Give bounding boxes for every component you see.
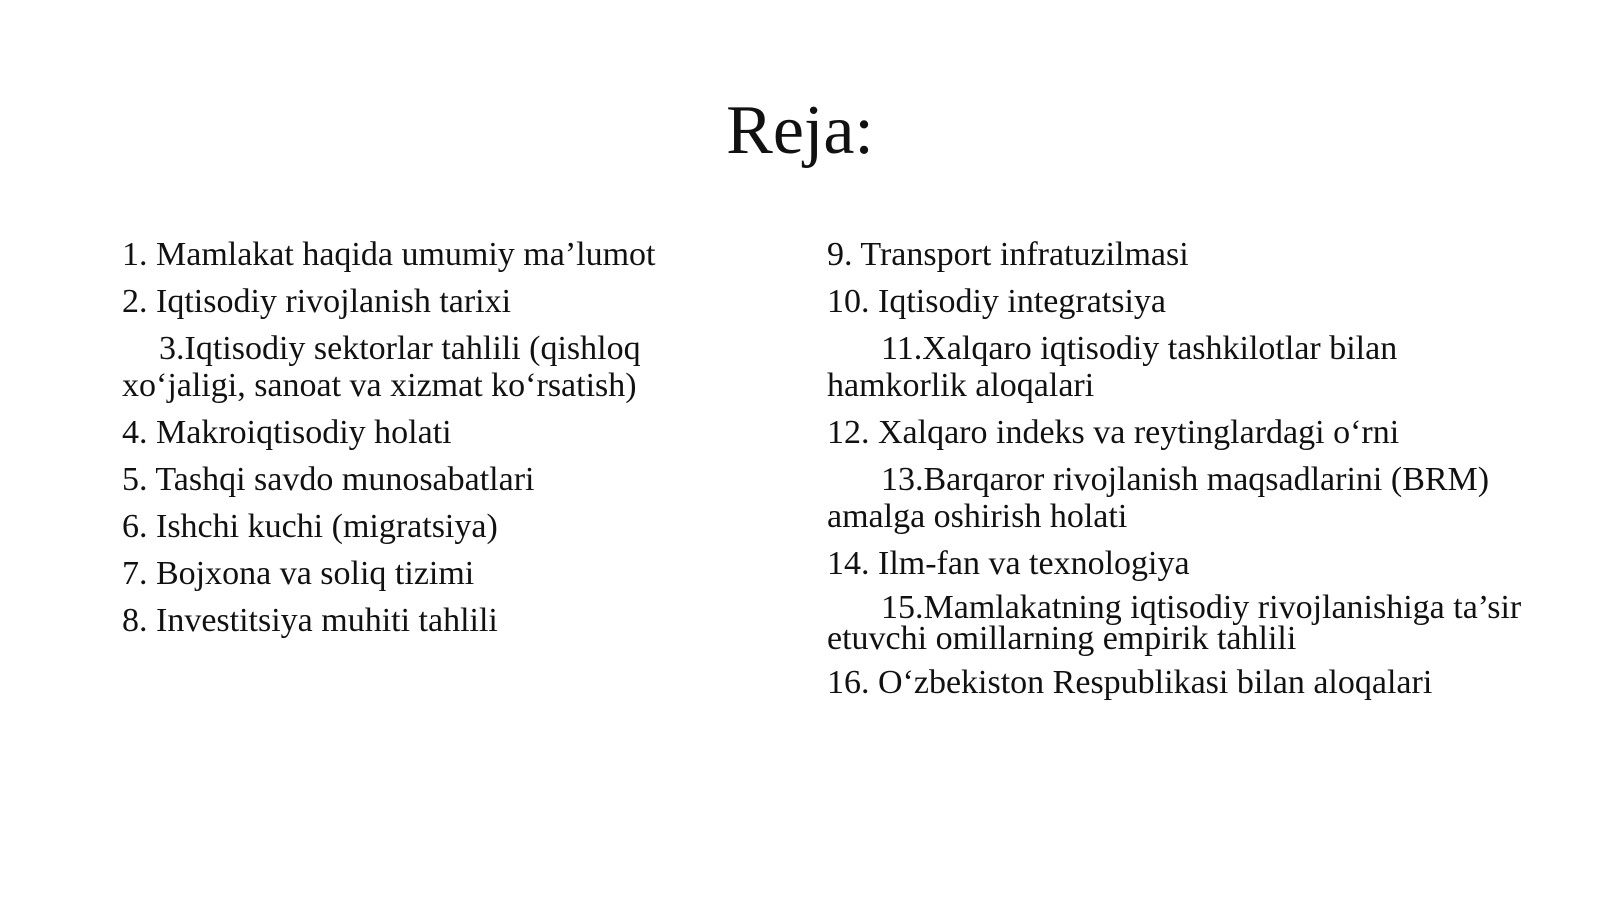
plan-item-3: 3.Iqtisodiy sektorlar tahlili (qishloq xo‘jaligi, sanoat va xizmat ko‘rsatish) — [122, 330, 641, 404]
plan-item-1: 1. Mamlakat haqida umumiy ma’lumot — [122, 236, 656, 273]
plan-item-8: 8. Investitsiya muhiti tahlili — [122, 602, 498, 639]
plan-list-left — [122, 236, 742, 649]
plan-item-14: 14. Ilm-fan va texnologiya — [827, 545, 1190, 582]
plan-item-15: 15.Mamlakatning iqtisodiy rivojlanishiga ta’sir etuvchi omillarning empirik tahlili — [827, 589, 1522, 657]
plan-item-12: 12. Xalqaro indeks va reytinglardagi o‘rni — [827, 414, 1400, 451]
plan-item-13: 13.Barqaror rivojlanish maqsadlarini (BRM) amalga oshirish holati — [827, 461, 1490, 535]
plan-item-9: 9. Transport infratuzilmasi — [827, 236, 1189, 273]
plan-item-10: 10. Iqtisodiy integratsiya — [827, 283, 1167, 320]
plan-item-7: 7. Bojxona va soliq tizimi — [122, 555, 475, 592]
plan-item-4: 4. Makroiqtisodiy holati — [122, 414, 452, 451]
plan-item-6: 6. Ishchi kuchi (migratsiya) — [122, 508, 498, 545]
plan-item-2: 2. Iqtisodiy rivojlanish tarixi — [122, 283, 512, 320]
plan-list-right — [827, 236, 1527, 711]
slide-title: Reja: — [726, 92, 874, 169]
plan-item-11: 11.Xalqaro iqtisodiy tashkilotlar bilan hamkorlik aloqalari — [827, 330, 1398, 404]
plan-item-16: 16. O‘zbekiston Respublikasi bilan aloqalari — [827, 664, 1433, 701]
plan-item-5: 5. Tashqi savdo munosabatlari — [122, 461, 535, 498]
